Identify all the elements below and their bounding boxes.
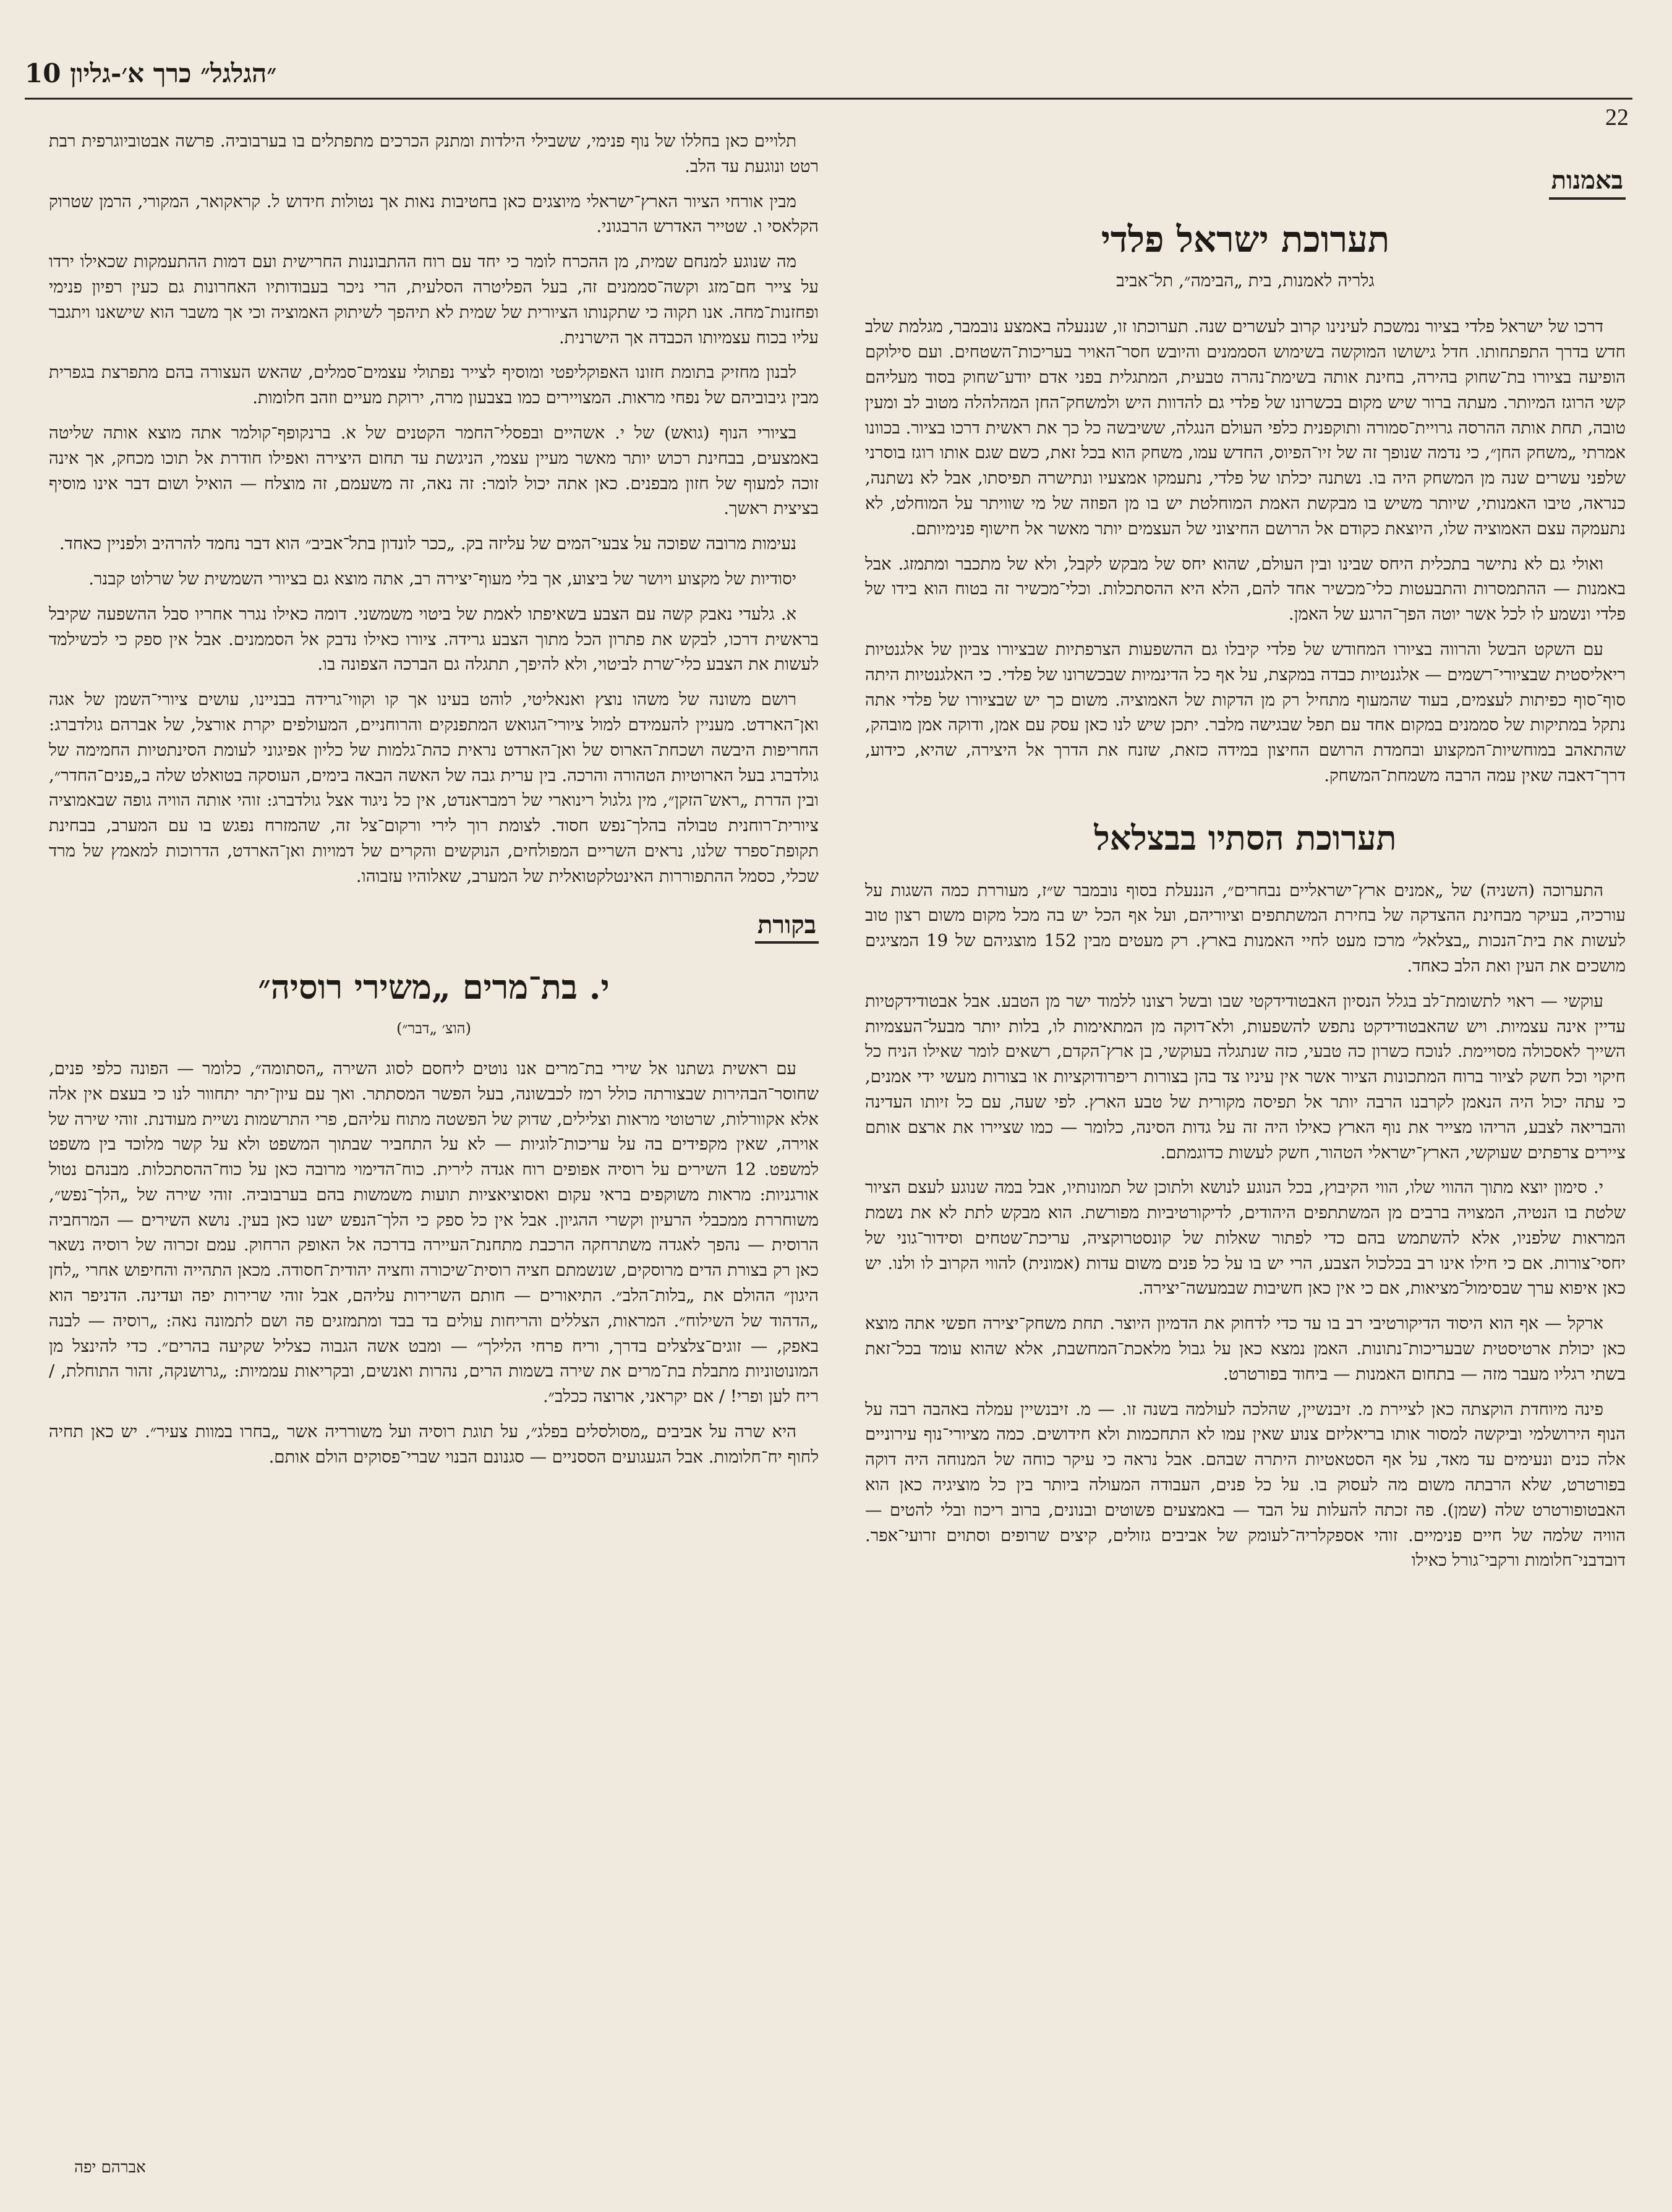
author-signature: אברהם יפה xyxy=(74,2158,146,2177)
paragraph: היא שרה על אביבים „מסולסלים בפלג״, על תוגת רוסיה ועל משורריה אשר „בחרו במוות צעיר״. יש כאן תחיה לחוף יח־חלומות. אבל הגעגועים הססניים — סגנונם הבנוי שברי־פסוקים הולם אותם. xyxy=(49,1422,819,1467)
page-number: 22 xyxy=(1605,105,1629,130)
article-title-bezalel: תערוכת הסתיו בבצלאל xyxy=(1094,818,1397,858)
paragraph: עם ראשית גשתנו אל שירי בת־מרים אנו נוטים ליחסם לסוג השירה „הסתומה״, כלומר — הפונה כלפי פנים, שחוסר־הבהירות שבצורתה כולל רמז לכבשונה, בעל הפשר המסתתר. ואך עם עיון־יתר יתחוור לנו כי בעצם אין אלה אלא אקוורלות, שרטוטי מראות וצלילים, שדוק של הפשטה מתוח עליהם, פרי התרשמות נשיית מעודנת. זוהי שירה של אוירה, שאין מקפידים בה על עריכות־לוגיות — לא על התחביר שבתוך המשפט ולא על קשר מלוכד בין משפט למשפט. 12 השירים על רוסיה אפופים רוח אגדה לירית. כוח־הדימוי מרובה כאן על כוח־ההסתכלות. מבנהם נטול אורגניות: מראות משוקפים בראי עקום ואסוציאציות תועות משמשות בהם בערבוביה. זוהי שירה של „הלך־נפש״, משוחררת ממכבלי הרעיון וקשרי ההגיון. אבל אין כל ספק כי הלך־הנפש ישנו כאן בעין. נושא השירים — המרחביה הרוסית — נהפך לאגדה משתרחקה הרכבת מתחנת־העיירה בדרכה אל האופק הרחוק. עמם זכרוה של רוסיה נשאר כאן רק בצורת הדים מרוסקים, שנשמתם חציה רוסית־שיכורה וחציה יהודית־חסודה. מכאן התהייה והחיפוש אחרי „לחן היגון״ ההולם את „בלות־הלב״. התיאורים — חותם השרירות עליהם, אבל זוהי שרירות יפה ועדינה. הדניפר הוא „הדהוד של השילוח״. המראות, הצללים והריחות עולים בד בבד ומתמזגים פה ושם לתמונה נאה: „רוסיה — לבנה באפק, — זוגים־צלצלים בדרך, וריח פרחי הלילך״ — ומבט אשה הגבוה כצליל שקיעה בהרים״. כדי להינצל מן המונוטוניות מתבלת בת־מרים את שירה בשמות הרים, נהרות ואנשים, ובקריאות עממיות: „גרושנקה, זהור התוחלת, / ריח לען ופרי! / אם יקראני, ארוצה ככלב״. xyxy=(49,1058,819,1407)
paragraph: בציורי הנוף (גואש) של י. אשהיים ובפסלי־החמר הקטנים של א. ברנקופף־קולמר אתה מוצא אותה שליטה באמצעים, בבחינת רכוש יותר מאשר מעיין עצמי, הניגשת עד תחום היצירה ואפילו חודרת אל תוכו מכחק, אך אינה זוכה למעוף של חזון מבפנים. כאן אתה יכול לומר: זה נאה, זה משעמם, זה מוצלח — הואיל ושום דבר אינו מוסיף בציצית ראשך. xyxy=(49,422,819,519)
paragraph: תלויים כאן בחללו של נוף פנימי, ששבילי הילדות ומתנק הכרכים מתפתלים בו בערבוביה. פרשה אבטוביוגרפית רבת רטט ונוגעת עד הלב. xyxy=(49,131,819,176)
article-subtitle-review: (הוצ׳ „דבר״) xyxy=(396,1020,471,1038)
paragraph: לבנון מחזיק בתומת חזונו האפוקליפטי ומוסיף לצייר נפתולי עצמים־סמלים, שהאש העצורה בהם מתפרצת בגפרית מבין גיבוביהם של נפחי מראות. המצויירים כמו בצבעון מרה, ירוקת מעיים וזהב חלומות. xyxy=(49,362,819,408)
paragraph: נעימות מרובה שפוכה על צבעי־המים של עליזה בק. „ככר לונדון בתל־אביב״ הוא דבר נחמד להרהיב ולפניין כאחד. xyxy=(59,534,796,554)
section-label-review: בקורת xyxy=(755,913,819,944)
right-column xyxy=(865,155,1626,2195)
article-title-review: י. בת־מרים „משירי רוסיה״ xyxy=(258,967,610,1007)
paragraph: יסודיות של מקצוע ויושר של ביצוע, אך בלי מעוף־יצירה רב, אתה מוצא גם בציורי השמשית של שרלוט קבנר. xyxy=(88,568,796,589)
paragraph: א. גלעדי נאבק קשה עם הצבע בשאיפתו לאמת של ביטוי משמשני. דומה כאילו נגרר אחריו סבל ההשפעה שקיבל בראשית דרכו, לבקש את פתרון הכל מתוך הצבע גרידה. ציורו כאילו נדבק אל הסממנים. אבל אין ספק כי לכשילמד לעשות את הצבע כלי־שרת לביטוי, ולא להיפך, תתגלה גם הברכה הצפונה בו. xyxy=(49,604,819,675)
paragraph: י. סימון יוצא מתוך ההווי שלו, הווי הקיבוץ, בכל הנוגע לנושא ולתוכן של תמונותיו, אבל במה שנוגע לעצם הציור שלטת בו הנטיה, המצויה ברבים מן המשתתפים היהודים, לדיקורטיביות מפורשת. הוא מבקש לתת לא את נשמת המראות שלפניו, אלא להשתמש בהם כדי לפתור שאלות של קונסטרוקציה, עריכת־שטחים וסידור־גוני של יחסי־צורות. אם כי חילו אינו רב בכלכול הצבע, הרי יש בו על כל פנים משום עדות (אמונית) להווי הקרוב לו ולנו. יש כאן איפוא ערך שבסימול־מציאות, אם כי אין כאן חשיבות שבמעשה־יצירה. xyxy=(865,1177,1626,1299)
running-header xyxy=(25,54,1632,100)
paragraph: ארקל — אף הוא היסוד הדיקורטיבי רב בו עד כדי לדחוק את הדמיון היוצר. תחת משחק־יצירה חפשי אתה מוצא כאן יכולת ארטיסטית שבעריכות־נתונות. האמן נמצא כאן על גבול מלאכת־המחשבת, אלא שהוא עומד בכל־זאת בשתי רגליו מעבר מזה — בתחום האמנות — ביחוד בפורטרט. xyxy=(865,1313,1626,1384)
paragraph: עוקשי — ראוי לתשומת־לב בגלל הנסיון האבטודידקטי שבו ובשל רצונו ללמוד ישר מן הטבע. אבל אבטודידקטיות עדיין אינה עצמיות. ויש שהאבטודידקט נתפש להשפעות, ולא־דוקה מן המתאימות לו, בלות יותר מבעל־העצמיות השייך לאסכולה מסויימת. לנוכח כשרון כה טבעי, כזה שנתגלה בעוקשי, בן ארץ־הקדם, רשאים לומר שאילו הניח כל חיקוי וכל חשק לציור ברוח המתכונות הציור אשר אין עיניו צד בהן בצורות ריפרודוקציות או בצורות מעשי ידי אמנים, כי עתה יכול היה הנאמן לקרבנו הרבה יותר אל תפיסה מקורית של טבע הארץ. לפי שעה, עם כל זיותו העדינה והבריאה לצבע, הריהו מצייר את נוף הארץ כאילו היה זה על גדות הסינה, כלומר — כמו שציירו את ארצם אותם ציירים צרפתים שעוקשי, הארץ־ישראלי הטהור, חשק לעשות כדוגמתם. xyxy=(865,991,1626,1163)
left-column xyxy=(49,129,819,2182)
paragraph: פינה מיוחדת הוקצתה כאן לציירת מ. זיבנשיין, שהלכה לעולמה בשנה זו. — מ. זיבנשיין עמלה באהבה רבה על הנוף הירושלמי וביקשה למסור אותו בריאליזם צנוע שאין עמו לא התחכמות ולא חידושים. כמה מציורי־נוף עירוניים אלה כנים ונעימים עד מאד, על אף הסטאטיות היתרה שבהם. אבל נראה כי עיקר כוחה של המנוחה היה דוקה בפורטרט, שלא הרבתה משום מה לעסוק בו. על כל פנים, העבודה המעולה ביותר בין כל מוציגיה כאן הוא האבטופורטרט שלה (שמן). פה זכתה להעלות על הבד — באמצעים פשוטים ובנונים, ברוב ריכוז ובלי להטים — הוויה שלמה של חיים פנימיים. זוהי אספקלריה־לעומק של אביבים גזולים, קיצים שרופים וסתוים זרועי־אפר. דובדבני־חלומות ורקבי־גורל כאילו xyxy=(865,1399,1626,1571)
paragraph: ואולי גם לא נתישר בתכלית היחס שבינו ובין העולם, שהוא יחס של מבקש לקבל, ולא של מתכבר ומתמזג. אבל באמנות — ההתמסרות והתבעטות כלי־מכשיר אחד להם, הלא היא ההסתכלות. וכלי־מכשיר זה בטוח הוא בידו של פלדי ונשמע לו לכל אשר יוטה הפך־הרגע של האמן. xyxy=(865,553,1626,625)
paragraph: עם השקט הבשל והרווה בציורו המחודש של פלדי קיבלו גם ההשפעות הצרפתיות שבציורו צביון של אלגנטיות ריאליסטית שבציורי־רשמים — אלגנטיות כבדה במקצת, על אף כל הדינמיות שבכשרונו של פלדי. כי האלגנטיות היתה סוף־סוף כפיתות לעצמים, בעוד שהמעוף מתחיל רק מן הדקות של האמוציה. משום כך יש שבציורו של פלדי אתה נתקל במתיקות של סממנים במקום אחד עם תפל שבגישה מלבר. יתכן שיש לנו כאן עסק עם אמן, ודוקה אמן מובהק, שהתאהב במוחשיות־המקצוע ובחמדת הרושם החיצון במידה כזאת, שזנח את הדרך אל היצירה, שהיא, כידוע, דרך־דאבה שאין עמה הרבה משמחת־המשחק. xyxy=(865,639,1626,785)
section-label-art: באמנות xyxy=(1549,168,1626,200)
running-header-text: ״הגלגל״ כרך א׳-גליון 10 xyxy=(25,58,277,88)
article-subtitle-paldi: גלריה לאמנות, בית „הבימה״, תל־אביב xyxy=(1116,270,1375,291)
paragraph: מבין אורחי הציור הארץ־ישראלי מיוצגים כאן בחטיבות נאות אך נטולות חידוש ל. קראקואר, המקורי, הרמן שטרוק הקלאסי ו. שטייר האדרש הרבגוני. xyxy=(49,191,819,237)
paragraph: רושם משונה של משהו נוצץ ואנאליטי, לוהט בעינו אך קו וקווי־גרידה בבניינו, עושים ציורי־השמן של אגה ואן־הארדט. מעניין להעמידם למול ציורי־הגואש המתפנקים והרוחניים, המעולפים יקרת אורצל, של אברהם גולדברג: החריפות היבשה ושכחת־הארוס של ואן־הארדט נראית כהת־גלמות של כליון אפיגוני לעומת הסינתטיות החמימה של גולדברג בעל הארוטיות הטהורה והרכה. בין ערית גבה של האשה הבאה בימים, העוסקה בטואלט שלה ב„פנים־החדר״, ובין הדרת „ראש־הזקן״, מין גלגול רינוארי של רמבראנדט, אין כל ניגוד אצל גולדברג: זוהי אותה הוויה גופה שבאמוציה ציורית־רוחנית טבולה בהלך־נפש חסוד. לצומת רוך לירי ורקום־צל זה, שהמזרח נפגש בו עם המערב, בבחינת תקופת־ספרד שלנו, נראים השריים המפולחים, הנוקשים והקרים של דמויות ואן־הארדט, הדרוכות למאמץ של מרד שכלי, כסמל ההתפוררות האינטלקטואלית של המערב, שאלוהיו עזבוהו. xyxy=(49,690,819,886)
paragraph: דרכו של ישראל פלדי בציור נמשכת לעינינו קרוב לעשרים שנה. תערוכתו זו, שננעלה באמצע נובמבר, מגלמת שלב חדש בדרך התפתחותו. חדל גישושו המוקשה בשימוש הסממנים והיובש חסר־האויר בעריכות־השטחים. ועם סילוקם הופיעה בציורו בת־שחוק בהירה, בחינת אותה בשימת־נהרה טבעית, המתגלית בפני אדם יודע־שחוק בסוד מעליהם קשי הרוגז המיותר. מעתה ברור שיש מקום בכשרונו של פלדי גם להדוות היש ולמשחק־החן המהלהלה מטוב לב ומעין טובה, תחת אותה ההרסה גרויית־סמורה ותוקפנית כלפי העולם הנגלה, ששיבשה כל כך את ראשית דרכו בציור. בכוונו אמרתי „משחק החן״, כי נדמה שנופך זה של זיו־הפיוס, החדש עמו, משחק הוא בכל זאת, כשם שגם אותו רוגז בוסרני שלפני עשרים שנה מן המשחק היה בו. נשתנה יכלתו של פלדי, נתעמקו אמצעיו ונתישרה תפיסתו, אבל לא נשתנה, כנראה, טיבו האמנותי, שיותר משיש בו מבקשת האמת המוחלטת יש בו מן הפוזה של מי שוויתר על המוחלט, לא נתעמקה עצם האמוציה שלו, היוצאת כקודם אל הרושם החיצוני של העצמים יותר מאשר אל חישוף פנימיותם. xyxy=(865,317,1626,539)
article-title-paldi: תערוכת ישראל פלדי xyxy=(1101,218,1390,260)
paragraph: התערוכה (השניה) של „אמנים ארץ־ישראליים נבחרים״, הננעלת בסוף נובמבר ש״ז, מעוררת כמה השגות על עורכיה, בעיקר מבחינת ההצדקה של בחירת המשתתפים וציוריהם, ועל אף הכל יש בה מכל מקום משום רצון טוב לעשות את בית־הנכות „בצלאל״ מרכז מעט לחיי האמנות בארץ. רק מעטים מבין 152 מוצגיהם של 19 המציגים מושכים את העין ואת הלב כאחד. xyxy=(865,880,1626,976)
paragraph: מה שנוגע למנחם שמית, מן ההכרח לומר כי יחד עם רוח ההתבוננות החרישית ועם דמות ההתעמקות שכאילו ירדו על צייר חם־מזג וקשה־סממנים זה, בעל הפליטרה הסלעית, הרי ניכר בעבודותיו האחרונות גם כעין רפיון פנימי ופחזנות־מחה. אנו תקוה כי שתקנותו הציורית של שמית לא תיהפך לשיתוק האמוציה וכי אך משבר הוא שישאנו ויתגבר עליו בכוח עצמיותו הכבדה אך הישרנית. xyxy=(49,252,819,348)
